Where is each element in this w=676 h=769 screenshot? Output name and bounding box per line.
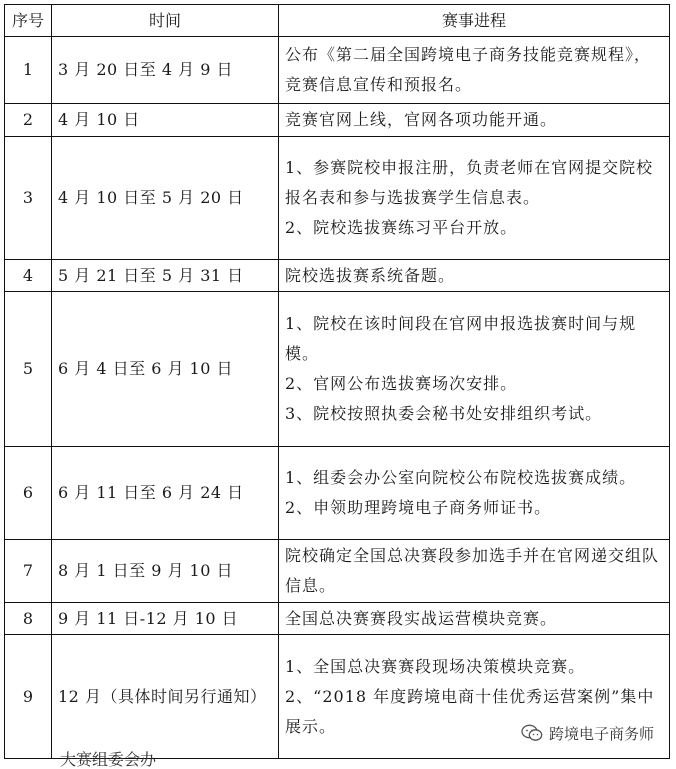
row-number: 2 — [5, 104, 52, 137]
row-number: 7 — [5, 540, 52, 603]
table-row — [5, 447, 670, 540]
row-progress — [279, 137, 670, 260]
wechat-icon — [521, 724, 543, 742]
progress-line: 竞赛官网上线，官网各项功能开通。 — [285, 110, 558, 129]
row-number: 1 — [5, 37, 52, 104]
progress-line: 3、院校按照执委会秘书处安排组织考试。 — [285, 404, 603, 423]
row-time: 8 月 1 日至 9 月 10 日 — [52, 540, 279, 603]
table-row — [5, 603, 670, 635]
row-progress — [279, 260, 670, 292]
table-row — [5, 260, 670, 292]
watermark-text: 跨境电子商务师 — [548, 724, 654, 743]
header-progress: 赛事进程 — [279, 5, 670, 37]
row-time: 4 月 10 日至 5 月 20 日 — [52, 137, 279, 260]
row-progress — [279, 37, 670, 104]
row-number: 3 — [5, 137, 52, 260]
footer-text-fragment: 大赛组委会办 — [60, 750, 157, 769]
row-number: 9 — [5, 635, 52, 759]
row-time: 6 月 4 日至 6 月 10 日 — [52, 292, 279, 447]
table-header-row — [5, 5, 670, 37]
row-time: 12 月（具体时间另行通知） — [52, 635, 279, 759]
progress-line: 1、参赛院校申报注册，负责老师在官网提交院校报名表和参与选拔赛学生信息表。 — [285, 158, 654, 207]
row-number: 6 — [5, 447, 52, 540]
row-time: 9 月 11 日-12 月 10 日 — [52, 603, 279, 635]
row-number: 8 — [5, 603, 52, 635]
table-row — [5, 292, 670, 447]
progress-line: 2、“2018 年度跨境电商十佳优秀运营案例”集中展示。 — [285, 686, 655, 736]
progress-line: 2、院校选拔赛练习平台开放。 — [285, 218, 518, 237]
progress-line: 2、官网公布选拔赛场次安排。 — [285, 374, 518, 393]
table-row — [5, 137, 670, 260]
row-progress — [279, 292, 670, 447]
progress-line: 1、全国总决赛赛段现场决策模块竞赛。 — [285, 656, 586, 676]
row-time: 6 月 11 日至 6 月 24 日 — [52, 447, 279, 540]
row-time: 5 月 21 日至 5 月 31 日 — [52, 260, 279, 292]
row-progress — [279, 447, 670, 540]
row-progress — [279, 603, 670, 635]
header-time: 时间 — [52, 5, 279, 37]
row-progress — [279, 104, 670, 137]
row-number: 4 — [5, 260, 52, 292]
account-watermark — [521, 722, 654, 744]
header-no: 序号 — [5, 5, 52, 37]
row-time: 4 月 10 日 — [52, 104, 279, 137]
progress-line: 1、组委会办公室向院校公布院校选拔赛成绩。 — [285, 468, 637, 487]
progress-line: 2、申领助理跨境电子商务师证书。 — [285, 498, 552, 517]
table-row — [5, 540, 670, 603]
row-number: 5 — [5, 292, 52, 447]
progress-line: 院校选拔赛系统备题。 — [285, 265, 456, 285]
table-row — [5, 104, 670, 137]
table-row — [5, 37, 670, 104]
row-time: 3 月 20 日至 4 月 9 日 — [52, 37, 279, 104]
progress-line: 院校确定全国总决赛段参加选手并在官网递交组队信息。 — [285, 546, 660, 595]
row-progress — [279, 540, 670, 603]
progress-line: 公布《第二届全国跨境电子商务技能竞赛规程》，竞赛信息宣传和预报名。 — [285, 45, 652, 94]
progress-line: 1、院校在该时间段在官网申报选拔赛时间与规模。 — [285, 314, 637, 363]
progress-line: 全国总决赛赛段实战运营模块竞赛。 — [285, 608, 558, 628]
